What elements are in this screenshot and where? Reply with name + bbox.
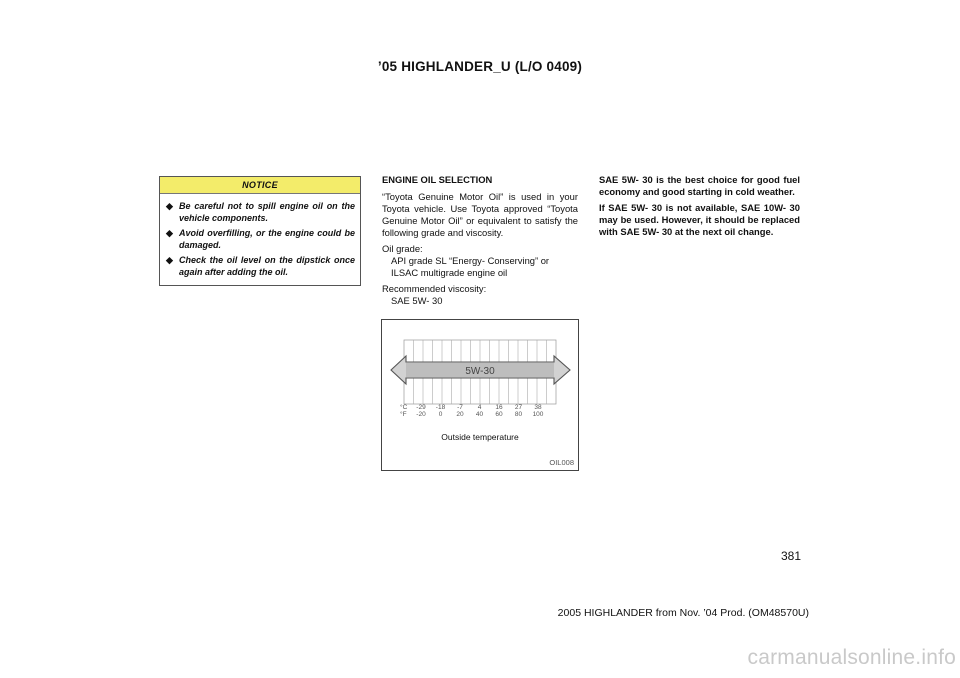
celsius-unit-label: °C [400, 404, 408, 411]
figure-code: OIL008 [549, 458, 574, 467]
diamond-bullet-icon: ◆ [166, 201, 173, 211]
diamond-bullet-icon: ◆ [166, 228, 173, 238]
recommendation-paragraph-1: SAE 5W- 30 is the best choice for good fuel economy and good starting in cold weather. [599, 174, 800, 197]
oil-grade-value: API grade SL “Energy- Conserving” or ILSAC multigrade engine oil [391, 255, 550, 278]
recommendation-paragraph-2: If SAE 5W- 30 is not available, SAE 10W- 30 may be used. However, it should be replaced with SAE 5W- 30 at the next oil change. [599, 202, 800, 237]
viscosity-chart [382, 320, 578, 470]
fahrenheit-tick-label: 40 [475, 411, 484, 418]
celsius-tick-label: 27 [514, 404, 523, 411]
notice-item [166, 255, 355, 278]
viscosity-recommendation-section [599, 174, 800, 242]
notice-item-text: Be careful not to spill engine oil on the vehicle components. [179, 201, 355, 223]
notice-list [160, 194, 360, 278]
viscosity-value: SAE 5W- 30 [391, 295, 443, 306]
fahrenheit-tick-label: 60 [495, 411, 503, 418]
figure-caption: Outside temperature [441, 432, 519, 442]
notice-item-text: Check the oil level on the dipstick once again after adding the oil. [179, 255, 355, 277]
celsius-tick-label: 16 [495, 404, 503, 411]
notice-box [159, 176, 361, 286]
page-number: 381 [780, 549, 801, 563]
fahrenheit-unit-label: °F [400, 411, 407, 418]
viscosity-label: Recommended viscosity: [382, 283, 487, 294]
notice-title: NOTICE [160, 177, 360, 194]
notice-item [166, 228, 355, 251]
oil-grade-label: Oil grade: [382, 243, 423, 254]
fahrenheit-tick-label: 20 [456, 411, 464, 418]
notice-item [166, 201, 355, 224]
fahrenheit-tick-label: 80 [514, 411, 523, 418]
page-header: ’05 HIGHLANDER_U (L/O 0409) [377, 59, 583, 74]
celsius-tick-label: -18 [435, 404, 446, 411]
celsius-tick-label: 38 [534, 404, 542, 411]
fahrenheit-tick-label: -20 [416, 411, 426, 418]
celsius-tick-label: 4 [477, 404, 482, 411]
watermark-text: carmanualsonline.info [747, 646, 956, 669]
band-label: 5W-30 [465, 366, 495, 377]
engine-oil-selection-section [382, 174, 578, 311]
diamond-bullet-icon: ◆ [166, 255, 173, 265]
celsius-tick-label: -7 [457, 404, 463, 411]
notice-item-text: Avoid overfilling, or the engine could be damaged. [179, 228, 355, 250]
fahrenheit-tick-label: 100 [532, 411, 544, 418]
page-footer: 2005 HIGHLANDER from Nov. ’04 Prod. (OM48570U) [557, 607, 809, 619]
temperature-tick-labels [416, 404, 544, 418]
celsius-tick-label: -29 [416, 404, 426, 411]
fahrenheit-tick-label: 0 [438, 411, 443, 418]
viscosity-temperature-figure [381, 319, 579, 471]
intro-paragraph: “Toyota Genuine Motor Oil” is used in your Toyota vehicle. Use Toyota approved “Toyota Genuine Motor Oil” or equivalent to satisfy the following grade and viscosity. [382, 191, 578, 238]
section-title: ENGINE OIL SELECTION [382, 174, 493, 185]
